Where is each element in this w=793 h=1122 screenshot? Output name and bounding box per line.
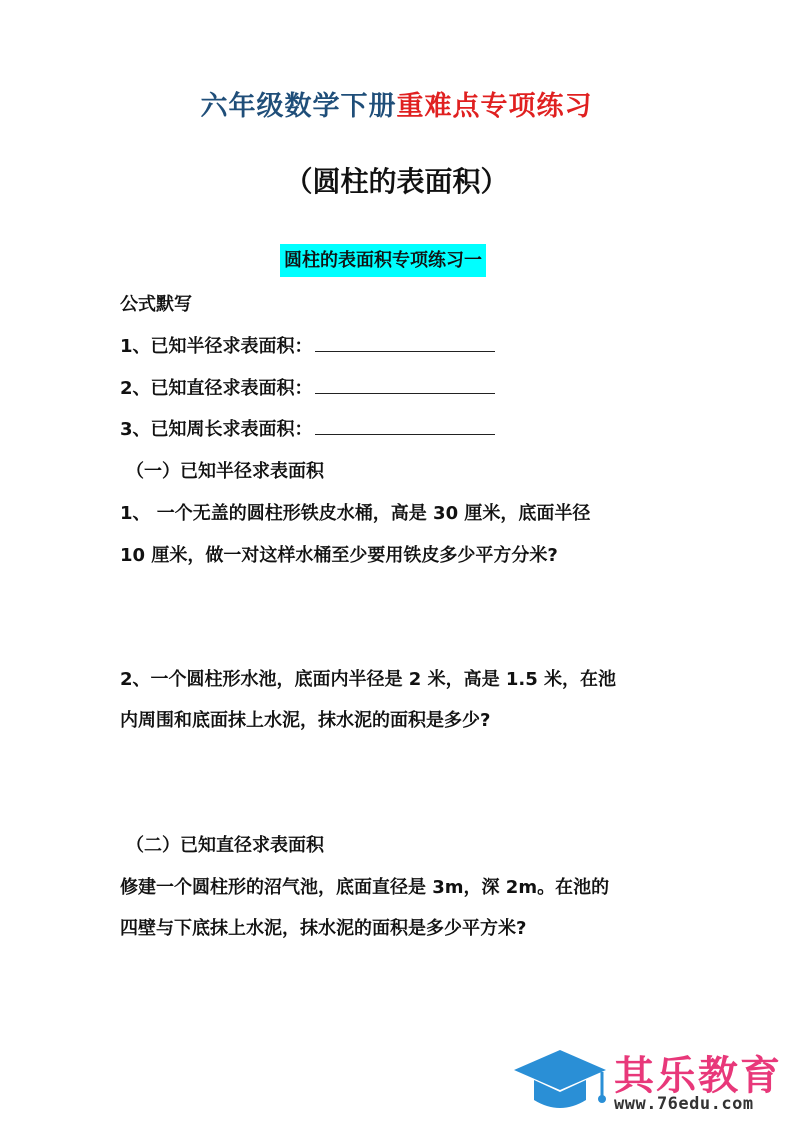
question-line: 1、 一个无盖的圆柱形铁皮水桶，高是 30 厘米，底面半径: [120, 503, 591, 524]
title-grade-part: 六年级数学下册: [200, 91, 397, 122]
formula-item: [120, 332, 495, 358]
title-focus-part: 重难点专项练习: [396, 91, 593, 122]
formula-heading: 公式默写: [120, 294, 192, 315]
question-line: 四壁与下底抹上水泥，抹水泥的面积是多少平方米?: [120, 918, 527, 939]
question-line: 内周围和底面抹上水泥，抹水泥的面积是多少?: [120, 710, 491, 731]
answer-blank[interactable]: [315, 420, 495, 435]
section-banner: 圆柱的表面积专项练习一: [280, 244, 486, 277]
formula-item-label: 2、已知直径求表面积：: [120, 378, 313, 399]
page-subtitle: （圆柱的表面积）: [284, 165, 509, 198]
formula-item-label: 1、已知半径求表面积：: [120, 336, 313, 357]
question-line: 修建一个圆柱形的沼气池，底面直径是 3m，深 2m。在池的: [120, 877, 610, 898]
formula-item: [120, 374, 495, 400]
answer-blank[interactable]: [315, 337, 495, 352]
formula-item-label: 3、已知周长求表面积：: [120, 419, 313, 440]
graduation-cap-icon: [510, 1042, 610, 1117]
answer-blank[interactable]: [315, 379, 495, 394]
page-title: [0, 84, 793, 123]
question-line: 2、一个圆柱形水池，底面内半径是 2 米，高是 1.5 米，在池: [120, 669, 616, 690]
brand-name: 其乐教育: [614, 1053, 782, 1099]
formula-item: [120, 415, 495, 441]
brand-logo: [510, 1042, 785, 1117]
part2-heading: （二）已知直径求表面积: [126, 835, 324, 856]
part1-heading: （一）已知半径求表面积: [126, 461, 324, 482]
question-line: 10 厘米，做一对这样水桶至少要用铁皮多少平方分米?: [120, 545, 558, 566]
brand-url[interactable]: www.76edu.com: [614, 1094, 754, 1114]
